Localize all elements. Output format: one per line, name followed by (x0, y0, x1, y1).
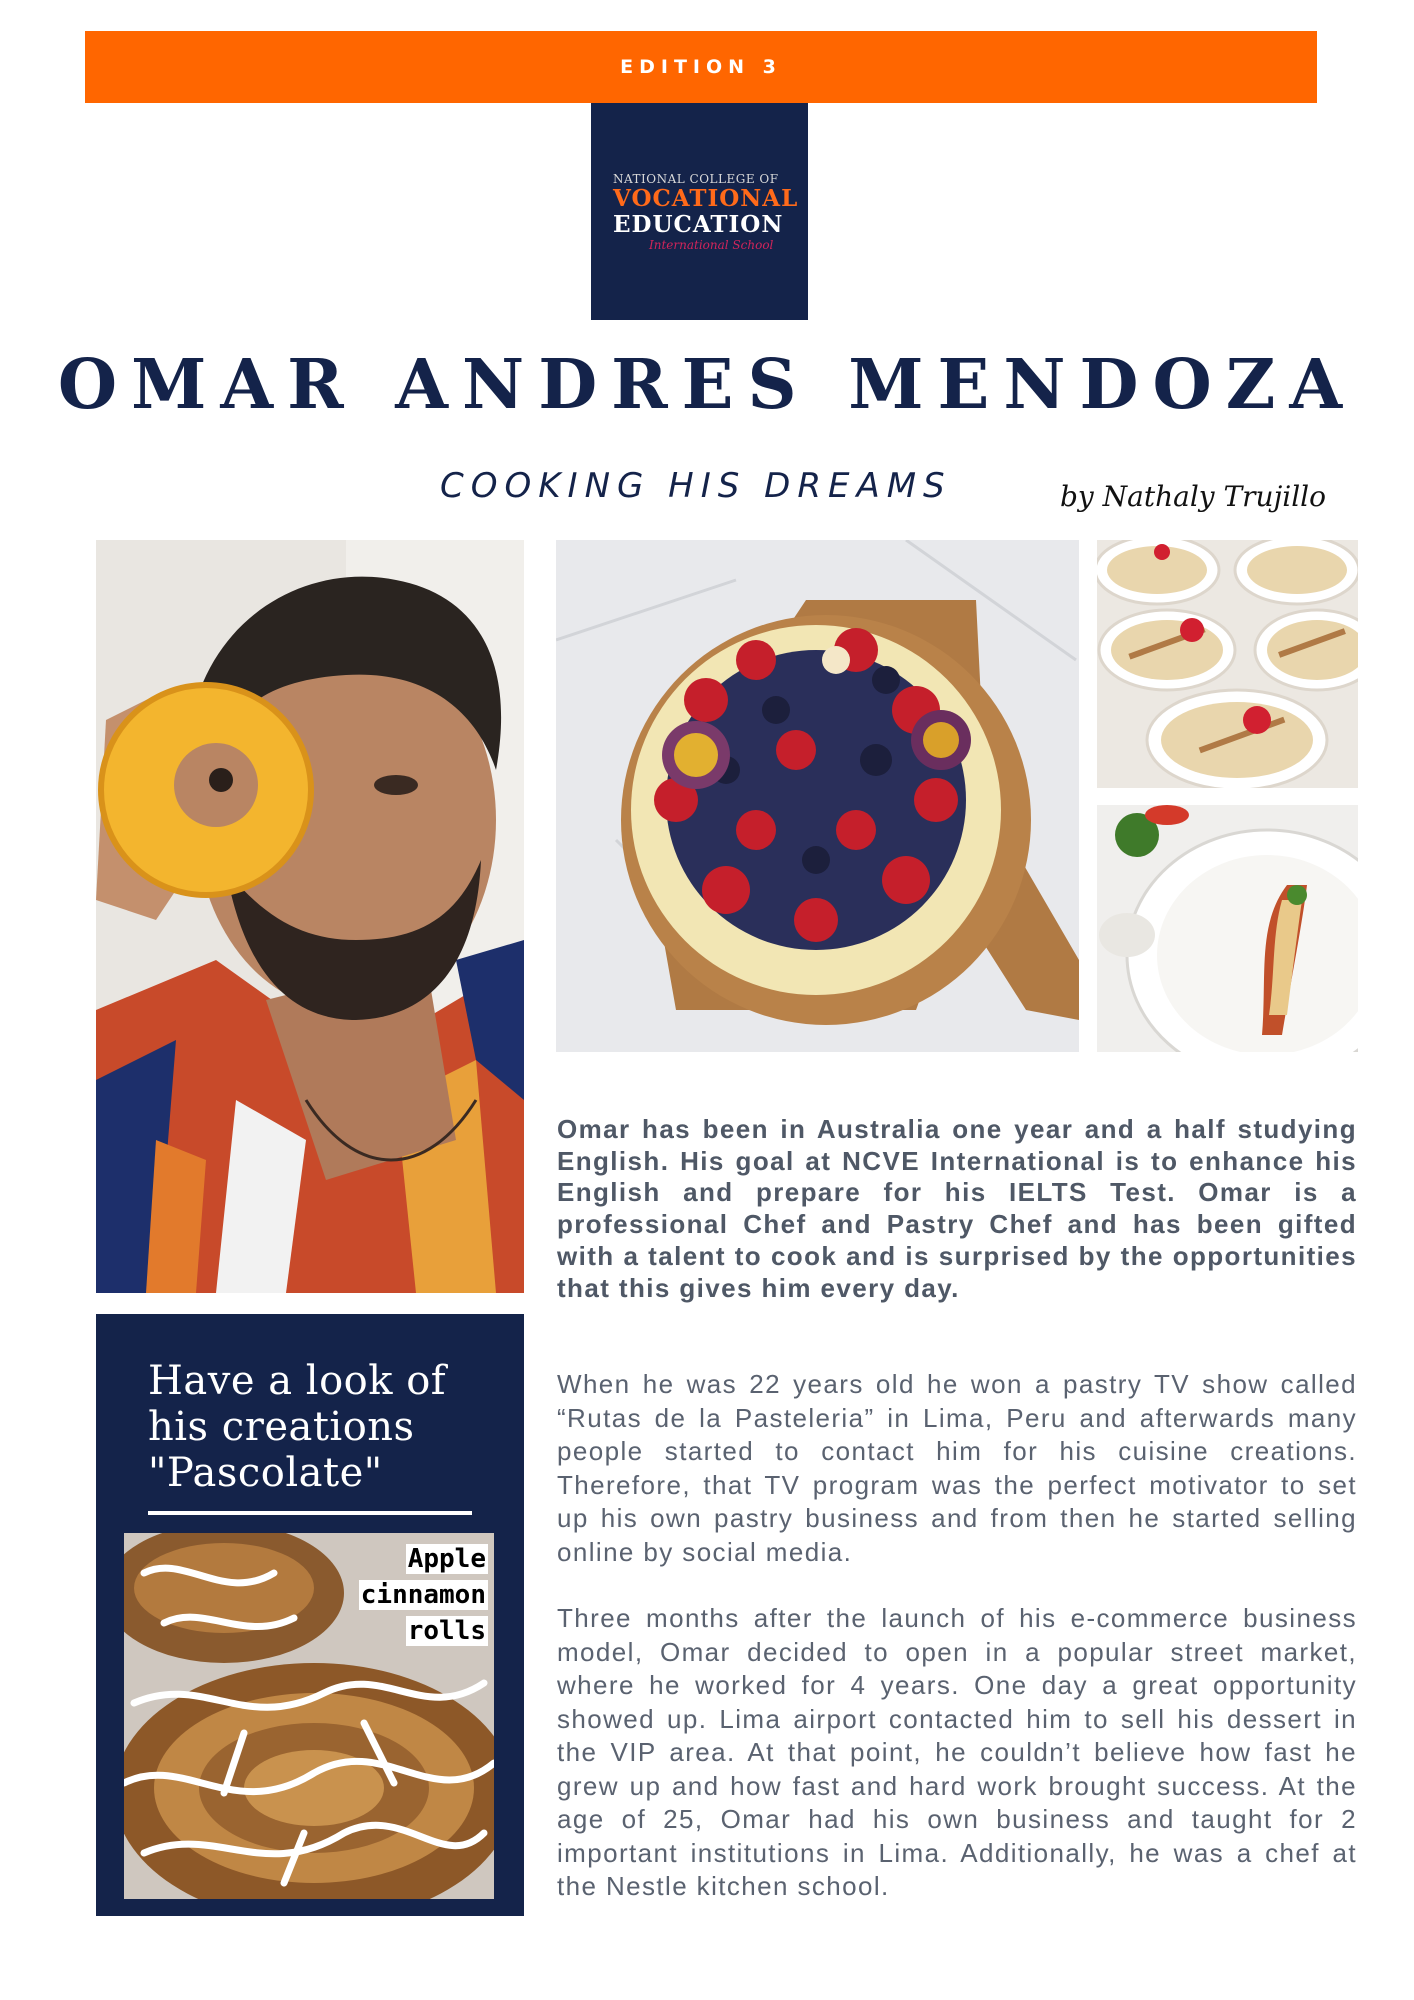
cinnamon-rolls-photo (124, 1533, 494, 1899)
creations-panel (96, 1314, 524, 1916)
college-logo (591, 103, 808, 320)
edition-banner (85, 31, 1317, 103)
logo-line-2: VOCATIONAL (613, 184, 799, 212)
caption-line: cinnamon (360, 1580, 486, 1610)
article-byline: by Nathaly Trujillo (1060, 480, 1326, 513)
caption-line: rolls (407, 1616, 486, 1646)
portrait-photo (96, 540, 524, 1293)
rolls-caption (359, 1541, 488, 1649)
caption-line: Apple (407, 1544, 486, 1574)
article-paragraph: Three months after the launch of his e-commerce business model, Omar decided to open in a popular street market, where he worked for 4 years. One day a great opportunity showed up. Lima airport contacted him to sell his dessert in the VIP area. At that point, he couldn’t believe how fast he grew up and how fast and hard work brought success. At the age of 25, Omar had his own business and taught for 2 important institutions in Lima. Additionally, he was a chef at the Nestle kitchen school. (557, 1603, 1357, 1901)
creations-heading: Have a look of his creations "Pascolate" (148, 1358, 447, 1496)
logo-line-3: EDUCATION (613, 210, 784, 238)
edition-label: EDITION 3 (620, 56, 782, 78)
pasta-dish-photo (1097, 805, 1358, 1052)
article-subtitle: COOKING HIS DREAMS (440, 466, 952, 506)
dessert-cups-photo (1097, 540, 1358, 788)
article-paragraph: When he was 22 years old he won a pastry TV show called “Rutas de la Pasteleria” in Lima, Peru and afterwards many people started to contact him for his cuisine creations. Therefore, that TV program was the perfect motivator to set up his own pastry business and from then he started selling online by social media. (557, 1369, 1357, 1567)
article-title: OMAR ANDRES MENDOZA (57, 345, 1357, 425)
logo-line-4: International School (649, 237, 774, 252)
fruit-cake-photo (556, 540, 1079, 1052)
logo-line-1: NATIONAL COLLEGE OF (613, 171, 779, 186)
article-paragraph-intro: Omar has been in Australia one year and a half studying English. His goal at NCVE International is to enhance his English and prepare for his IELTS Test. Omar is a professional Chef and Pastry Chef and has been gifted with a talent to cook and is surprised by the opportunities that this gives him every day. (557, 1114, 1357, 1303)
divider (148, 1511, 472, 1515)
